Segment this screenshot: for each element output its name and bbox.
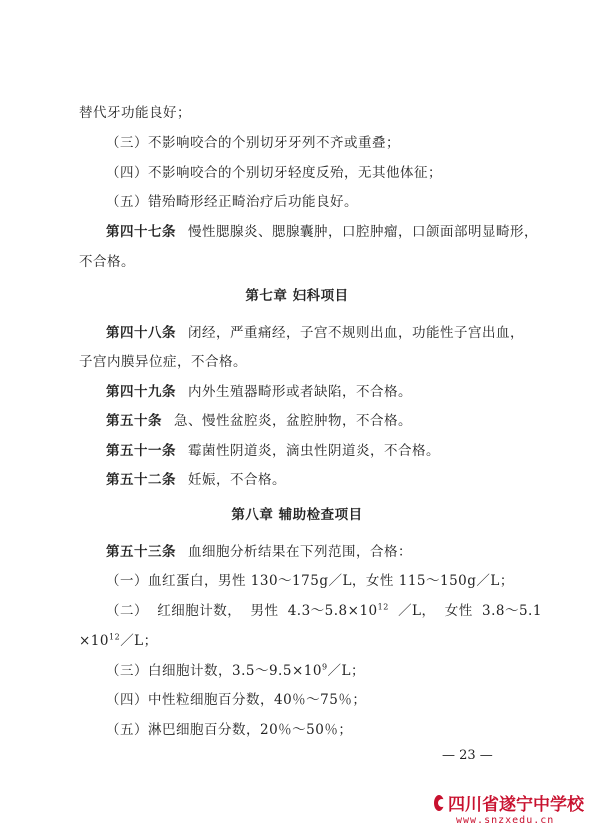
article-51 [106,439,440,459]
item-text: ／L， [398,603,436,619]
article-label: 第五十一条 [106,443,176,459]
exponent: 12 [109,632,121,642]
text-line: 不合格。 [79,254,135,270]
item-marker: （二） [106,603,148,619]
article-label: 第四十九条 [106,384,176,400]
value-text: 4.3～5.8×10 [287,603,378,619]
chapter-heading: 第八章 辅助检查项目 [231,507,363,523]
article-label: 第四十七条 [106,224,176,240]
article-53 [106,540,412,560]
article-label: 第五十二条 [106,472,176,488]
exponent: 12 [377,602,389,612]
school-logo-icon [434,795,444,811]
item-text: 女性 [444,603,473,619]
article-label: 第五十条 [106,413,162,429]
item-text: ／L； [327,663,365,679]
list-item: （四）中性粒细胞百分数，40％～75％； [106,692,367,708]
article-text: 急、慢性盆腔炎，盆腔肿物，不合格。 [174,413,412,429]
text-line: 子宫内膜异位症，不合格。 [79,354,247,370]
exponent: 9 [321,662,328,672]
text-line [79,629,158,649]
article-label: 第四十八条 [106,325,176,341]
text-line: 替代牙功能良好； [79,105,191,121]
article-48 [106,321,524,341]
watermark-text: 四川省遂宁中学校 [448,795,584,815]
article-label: 第五十三条 [106,544,176,560]
article-47 [106,220,538,240]
item-text: 男性 [250,603,279,619]
article-text: 慢性腮腺炎、腮腺囊肿，口腔肿瘤，口颌面部明显畸形， [188,224,538,240]
article-text: 霉菌性阴道炎，滴虫性阴道炎，不合格。 [188,443,440,459]
watermark-title [434,790,584,815]
article-text: 内外生殖器畸形或者缺陷，不合格。 [188,384,412,400]
text-line: （五）错殆畸形经正畸治疗后功能良好。 [106,194,358,210]
text-line: （四）不影响咬合的个别切牙轻度反殆，无其他体征； [106,165,442,181]
article-text: 血细胞分析结果在下列范围，合格： [188,544,412,560]
list-item: （一）血红蛋白，男性 130～175g／L，女性 115～150g／L； [106,573,514,589]
article-text: 闭经，严重痛经，子宫不规则出血，功能性子宫出血， [188,325,524,341]
text-line: （三）不影响咬合的个别切牙牙列不齐或重叠； [106,135,400,151]
item-text: 3.8～5.1 [482,603,542,619]
item-text: 红细胞计数， [157,603,242,619]
value-text: ／L； [120,633,158,649]
page-number: — 23 — [442,748,493,763]
article-52 [106,468,286,488]
item-text: （三）白细胞计数，3.5～9.5×10 [106,663,322,679]
list-item [106,659,365,679]
item-text [288,599,389,619]
list-item [106,599,542,619]
article-50 [106,409,412,429]
value-text: ×10 [79,633,109,649]
chapter-heading: 第七章 妇科项目 [245,288,349,304]
list-item: （五）淋巴细胞百分数，20％～50％； [106,722,353,738]
article-49 [106,380,412,400]
article-text: 妊娠，不合格。 [188,472,286,488]
watermark [434,790,584,826]
watermark-url: www.snzxedu.cn [456,815,555,826]
